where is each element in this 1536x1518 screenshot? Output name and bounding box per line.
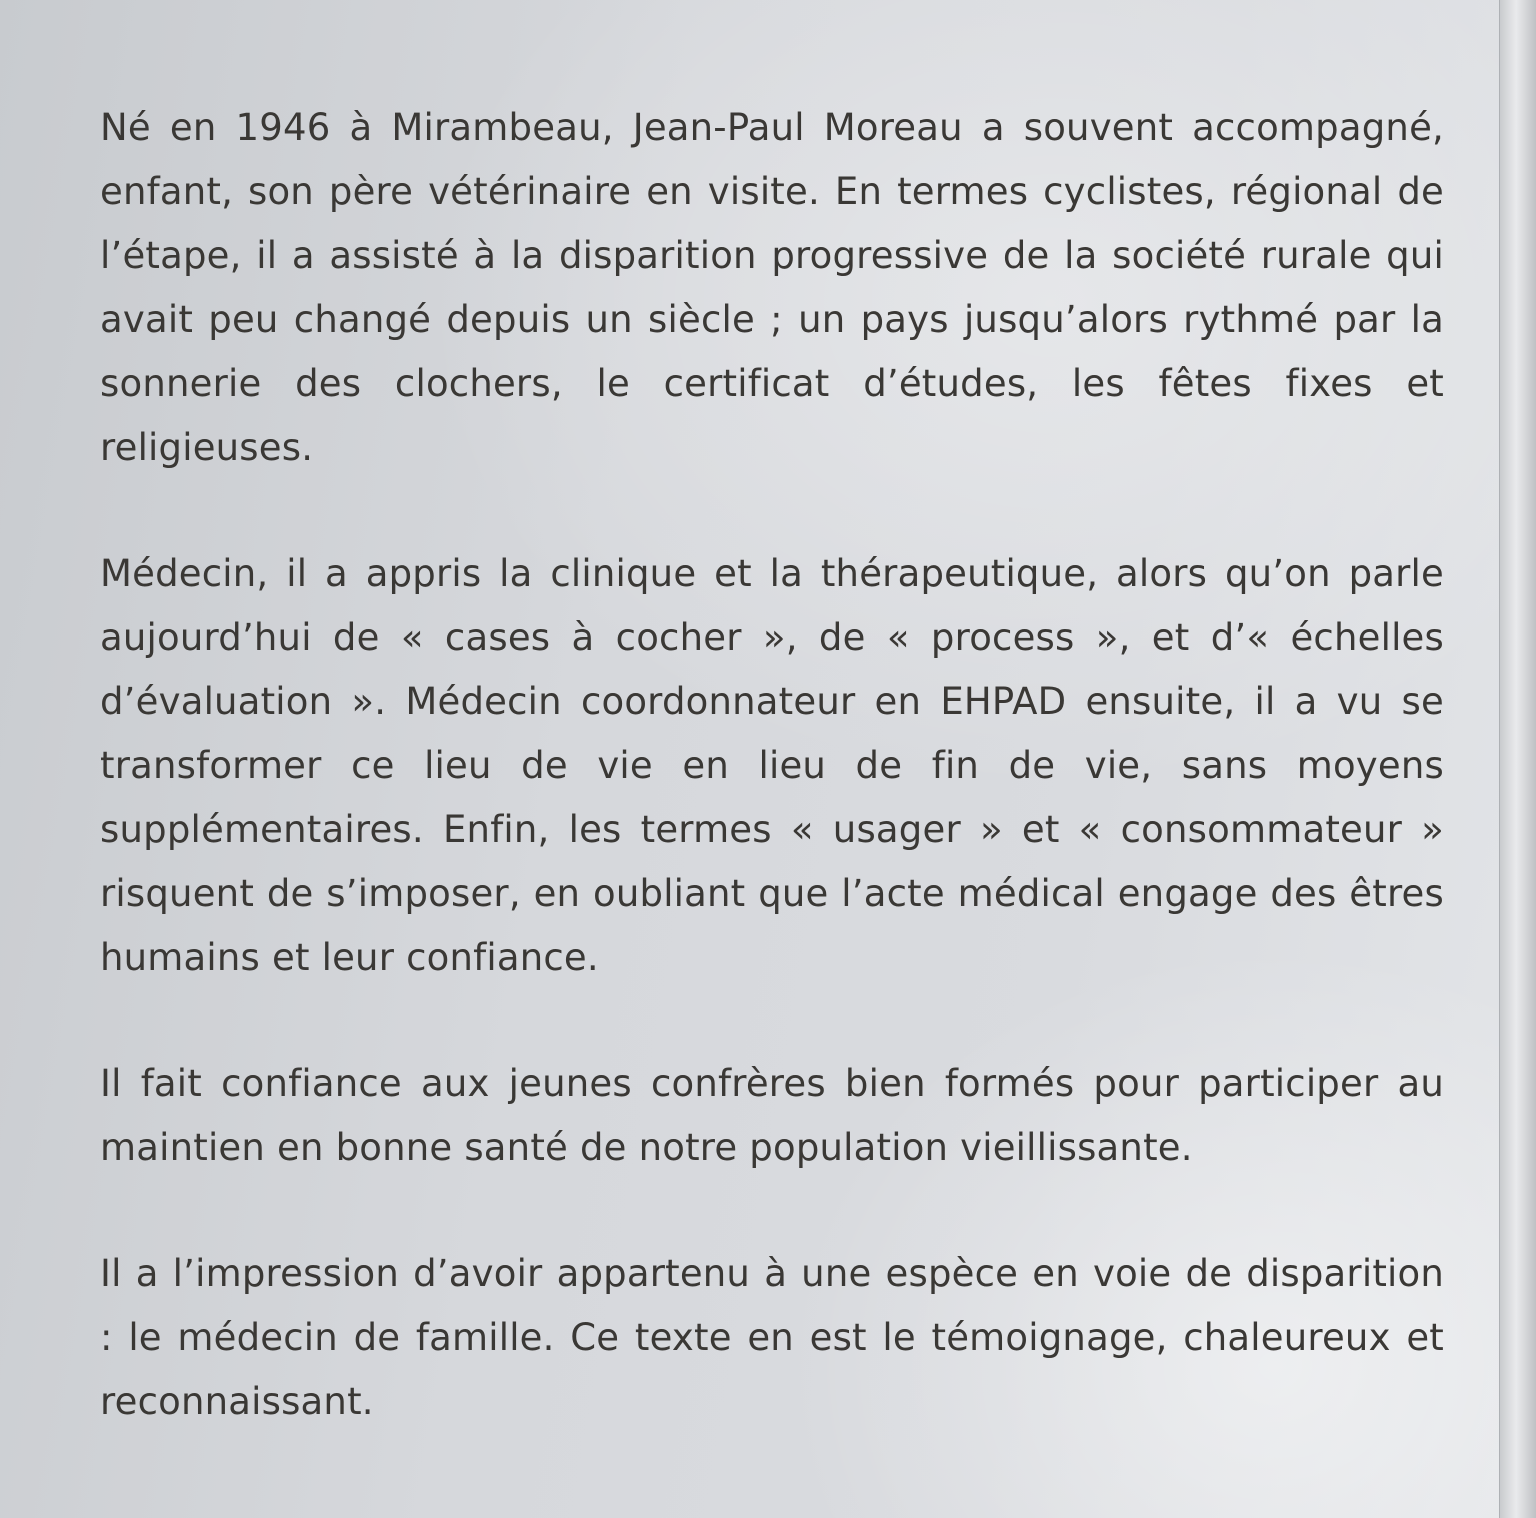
book-page-edge <box>1499 0 1536 1518</box>
paragraph-medical-career: Médecin, il a appris la clinique et la thérapeutique, alors qu’on parle aujourd’hui de « cases à cocher », de « process », et d’« échelles d’évaluation ». Médecin coordonnateur en EHPAD ensuite, il a vu se transformer ce lieu de vie en lieu de fin de vie, sans moyens supplémentaires. Enfin, les termes « usager » et « consommateur » risquent de s’imposer, en oubliant que l’acte médical engage des êtres humains et leur confiance. <box>100 552 1444 979</box>
back-cover-text <box>100 96 1444 1496</box>
paragraph-young-colleagues: Il fait confiance aux jeunes confrères bien formés pour participer au maintien en bonne santé de notre population vieillissante. <box>100 1062 1444 1169</box>
paragraph-author-origins: Né en 1946 à Mirambeau, Jean-Paul Moreau a souvent accompagné, enfant, son père vétérinaire en visite. En termes cyclistes, régional de l’étape, il a assisté à la disparition progressive de la société rurale qui avait peu changé depuis un siècle ; un pays jusqu’alors rythmé par la sonnerie des clochers, le certificat d’études, les fêtes fixes et religieuses. <box>100 106 1444 469</box>
paragraph-family-doctor: Il a l’impression d’avoir appartenu à une espèce en voie de disparition : le médecin de famille. Ce texte en est le témoignage, chaleureux et reconnaissant. <box>100 1252 1444 1423</box>
